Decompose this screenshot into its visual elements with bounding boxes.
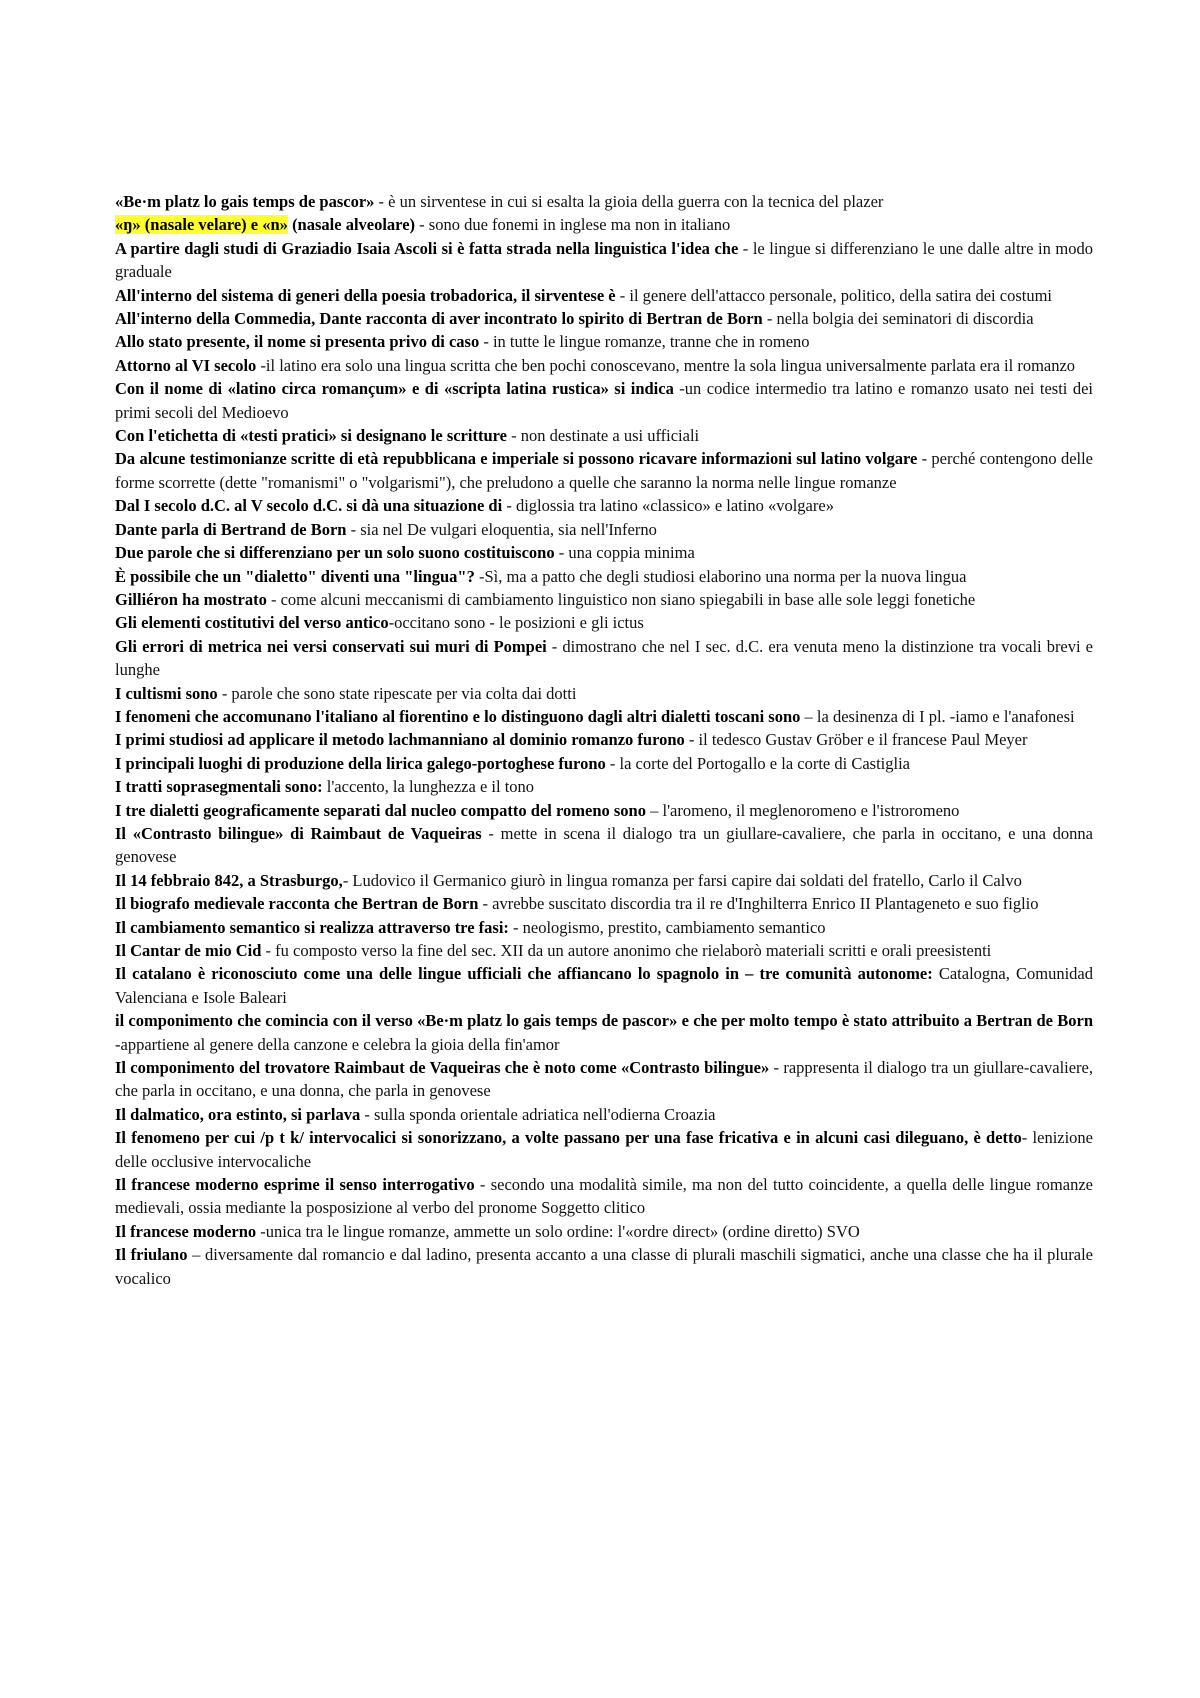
entry-question: Il 14 febbraio 842, a Strasburgo, (115, 870, 343, 890)
entry-answer: - non destinate a usi ufficiali (506, 426, 700, 446)
entry-answer: - parole che sono state ripescate per via colta dai dotti (217, 683, 577, 703)
glossary-entry (115, 1009, 1093, 1056)
entry-question: Il dalmatico, ora estinto, si parlava (115, 1104, 361, 1124)
entry-answer: - fu composto verso la fine del sec. XII da un autore anonimo che rielaborò materiali scritti e orali preesistenti (261, 941, 992, 960)
entry-answer: - nella bolgia dei seminatori di discordia (762, 309, 1034, 329)
entry-answer: - neologismo, prestito, cambiamento semantico (508, 917, 826, 937)
entry-answer: - rappresenta il dialogo tra un giullare-cavaliere, che parla in occitano, e una donna, che parla in genovese (115, 1058, 1094, 1101)
entry-answer: - le lingue si differenziano le une dalle altre in modo graduale (115, 238, 1093, 282)
glossary-entry (115, 635, 1093, 682)
entry-answer: - sulla sponda orientale adriatica nell'odierna Croazia (360, 1104, 716, 1124)
glossary-entry (115, 237, 1093, 284)
glossary-entry (115, 611, 1093, 634)
entry-question: Dante parla di Bertrand de Born (115, 519, 347, 539)
glossary-entry (115, 1056, 1093, 1103)
entry-answer: -il latino era solo una lingua scritta che ben pochi conoscevano, mentre la sola lingua universalmente parlata era il romanzo (256, 355, 1076, 375)
glossary-entry (115, 1103, 1093, 1126)
entry-question: Il catalano è riconosciuto come una delle lingue ufficiali che affiancano lo spagnolo in – tre comunità autonome: (115, 964, 933, 984)
glossary-entry (115, 892, 1093, 915)
entry-answer: - diglossia tra latino «classico» e latino «volgare» (502, 496, 834, 516)
glossary-entry (115, 799, 1093, 822)
glossary-entry (115, 822, 1093, 869)
glossary-entry (115, 307, 1093, 330)
entry-answer: - sia nel De vulgari eloquentia, sia nell'Inferno (346, 519, 657, 539)
entry-answer: – l'aromeno, il meglenoromeno e l'istroromeno (645, 800, 960, 820)
glossary-entry (115, 424, 1093, 447)
entry-answer: - sono due fonemi in inglese ma non in italiano (415, 215, 731, 235)
entry-question: Il componimento del trovatore Raimbaut de Vaqueiras che è noto come «Contrasto bilingue» (115, 1058, 770, 1078)
entry-question: Il francese moderno esprime il senso interrogativo (115, 1175, 475, 1195)
glossary-entry (115, 588, 1093, 611)
entry-answer: - in tutte le lingue romanze, tranne che in romeno (479, 332, 810, 352)
entry-question: All'interno della Commedia, Dante racconta di aver incontrato lo spirito di Bertran de Born (115, 309, 763, 329)
entry-question: (nasale alveolare) (287, 215, 416, 235)
entry-question: I cultismi sono (115, 683, 218, 703)
entry-answer: l'accento, la lunghezza e il tono (322, 777, 535, 797)
entry-answer: – diversamente dal romancio e dal ladino, presenta accanto a una classe di plurali maschili sigmatici, anche una classe che ha il plurale vocalico (115, 1245, 1093, 1288)
glossary-entry (115, 1220, 1093, 1243)
glossary-entry (115, 377, 1093, 424)
entry-answer: -Sì, ma a patto che degli studiosi elaborino una norma per la nuova lingua (474, 566, 967, 586)
entry-question: I primi studiosi ad applicare il metodo lachmanniano al dominio romanzo furono (115, 730, 685, 750)
entry-answer: - dimostrano che nel I sec. d.C. era venuta meno la distinzione tra vocali brevi e lunghe (115, 636, 1093, 680)
entry-answer: - Ludovico il Germanico giurò in lingua romanza per farsi capire dai soldati del fratello, Carlo il Calvo (342, 870, 1022, 890)
entry-question: A partire dagli studi di Graziadio Isaia Ascoli si è fatta strada nella linguistica l'idea che (115, 238, 739, 258)
entry-question: Gli elementi costitutivi del verso antico (115, 613, 389, 633)
entry-question: Allo stato presente, il nome si presenta privo di caso (115, 332, 480, 352)
entry-answer: - una coppia minima (554, 543, 695, 563)
entry-question: Il fenomeno per cui /p t k/ intervocalici si sonorizzano, a volte passano per una fase fricativa e in alcuni casi dileguano, è detto (115, 1128, 1022, 1148)
entry-question: Il biografo medievale racconta che Bertran de Born (115, 894, 479, 914)
entry-question: I tre dialetti geograficamente separati dal nucleo compatto del romeno sono (115, 800, 646, 820)
entry-answer: - è un sirventese in cui si esalta la gioia della guerra con la tecnica del plazer (374, 192, 884, 211)
glossary-entry (115, 682, 1093, 705)
glossary-entry (115, 518, 1093, 541)
glossary-entry (115, 728, 1093, 751)
highlighted-term: «ŋ» (nasale velare) e «n» (115, 215, 288, 235)
glossary-entry (115, 565, 1093, 588)
glossary-entry (115, 869, 1093, 892)
entry-answer: - secondo una modalità simile, ma non del tutto coincidente, a quella delle lingue romanze medievali, ossia mediante la posposizione al verbo del pronome Soggetto clitico (115, 1175, 1093, 1218)
glossary-entry (115, 1126, 1093, 1173)
entry-answer: - come alcuni meccanismi di cambiamento linguistico non siano spiegabili in base alle sole leggi fonetiche (266, 589, 976, 609)
glossary-entry (115, 1173, 1093, 1220)
entry-question: Con il nome di «latino circa romançum» e di «scripta latina rustica» si indica (115, 379, 674, 399)
entry-question: Gilliéron ha mostrato (115, 589, 267, 609)
entry-answer: -unica tra le lingue romanze, ammette un solo ordine: l'«ordre direct» (ordine diretto) SVO (256, 1221, 860, 1241)
glossary-entry (115, 962, 1093, 1009)
glossary-entry (115, 752, 1093, 775)
entry-answer: -un codice intermedio tra latino e romanzo usato nei testi dei primi secoli del Medioevo (115, 379, 1093, 422)
entry-answer: - il genere dell'attacco personale, politico, della satira dei costumi (615, 285, 1052, 305)
glossary-entry (115, 190, 1093, 213)
document-page (115, 190, 1093, 1290)
glossary-entry (115, 330, 1093, 353)
entry-question: Attorno al VI secolo (115, 355, 257, 375)
glossary-entry (115, 213, 1093, 236)
entry-question: I principali luoghi di produzione della lirica galego-portoghese furono (115, 753, 606, 773)
entry-question: Il friulano (115, 1245, 188, 1265)
glossary-entry (115, 354, 1093, 377)
entry-question: Con l'etichetta di «testi pratici» si designano le scritture (115, 426, 507, 446)
entry-answer: – la desinenza di I pl. -iamo e l'anafonesi (800, 706, 1075, 726)
entry-answer: - lenizione delle occlusive intervocaliche (115, 1128, 1094, 1171)
entry-question: Da alcune testimonianze scritte di età repubblicana e imperiale si possono ricavare informazioni sul latino volgare (115, 449, 918, 469)
entry-question: È possibile che un "dialetto" diventi una "lingua"? (115, 566, 475, 586)
entry-question: I fenomeni che accomunano l'italiano al fiorentino e lo distinguono dagli altri dialetti toscani sono (115, 706, 801, 726)
entry-answer: - la corte del Portogallo e la corte di Castiglia (605, 753, 911, 773)
entry-answer: - avrebbe suscitato discordia tra il re d'Inghilterra Enrico II Plantageneto e suo figlio (478, 894, 1039, 914)
entry-question: Gli errori di metrica nei versi conservati sui muri di Pompei (115, 636, 547, 656)
entry-question: All'interno del sistema di generi della poesia trobadorica, il sirventese è (115, 285, 616, 305)
glossary-entry (115, 775, 1093, 798)
entry-answer: - mette in scena il dialogo tra un giullare-cavaliere, che parla in occitano, e una donna genovese (115, 823, 1094, 867)
entry-answer: - il tedesco Gustav Gröber e il francese Paul Meyer (684, 730, 1028, 750)
entry-answer: Catalogna, Comunidad Valenciana e Isole Baleari (115, 964, 1093, 1007)
entry-question: I tratti soprasegmentali sono: (115, 777, 323, 797)
entry-answer: -occitano sono - le posizioni e gli ictus (388, 613, 644, 633)
entry-answer: -appartiene al genere della canzone e celebra la gioia della fin'amor (115, 1034, 560, 1054)
entry-question: Due parole che si differenziano per un solo suono costituiscono (115, 543, 555, 563)
entry-question: «Be·m platz lo gais temps de pascor» (115, 192, 375, 211)
entry-question: il componimento che comincia con il verso «Be·m platz lo gais temps de pascor» e che per molto tempo è stato attribuito a Bertran de Born (115, 1011, 1093, 1031)
glossary-entry (115, 541, 1093, 564)
entry-question: Il Cantar de mio Cid (115, 941, 262, 960)
glossary-entry (115, 1243, 1093, 1290)
entry-question: Il «Contrasto bilingue» di Raimbaut de Vaqueiras (115, 823, 482, 843)
entry-question: Il cambiamento semantico si realizza attraverso tre fasi: (115, 917, 509, 937)
glossary-entry (115, 447, 1093, 494)
glossary-entry (115, 705, 1093, 728)
entry-question: Dal I secolo d.C. al V secolo d.C. si dà una situazione di (115, 496, 503, 516)
entry-question: Il francese moderno (115, 1221, 257, 1241)
glossary-entry (115, 939, 1093, 962)
glossary-entry (115, 494, 1093, 517)
glossary-entry (115, 916, 1093, 939)
glossary-entry (115, 284, 1093, 307)
entry-answer: - perché contengono delle forme scorrette (dette "romanismi" o "volgarismi"), che preludono a quelle che saranno la norma nelle lingue romanze (115, 449, 1094, 492)
